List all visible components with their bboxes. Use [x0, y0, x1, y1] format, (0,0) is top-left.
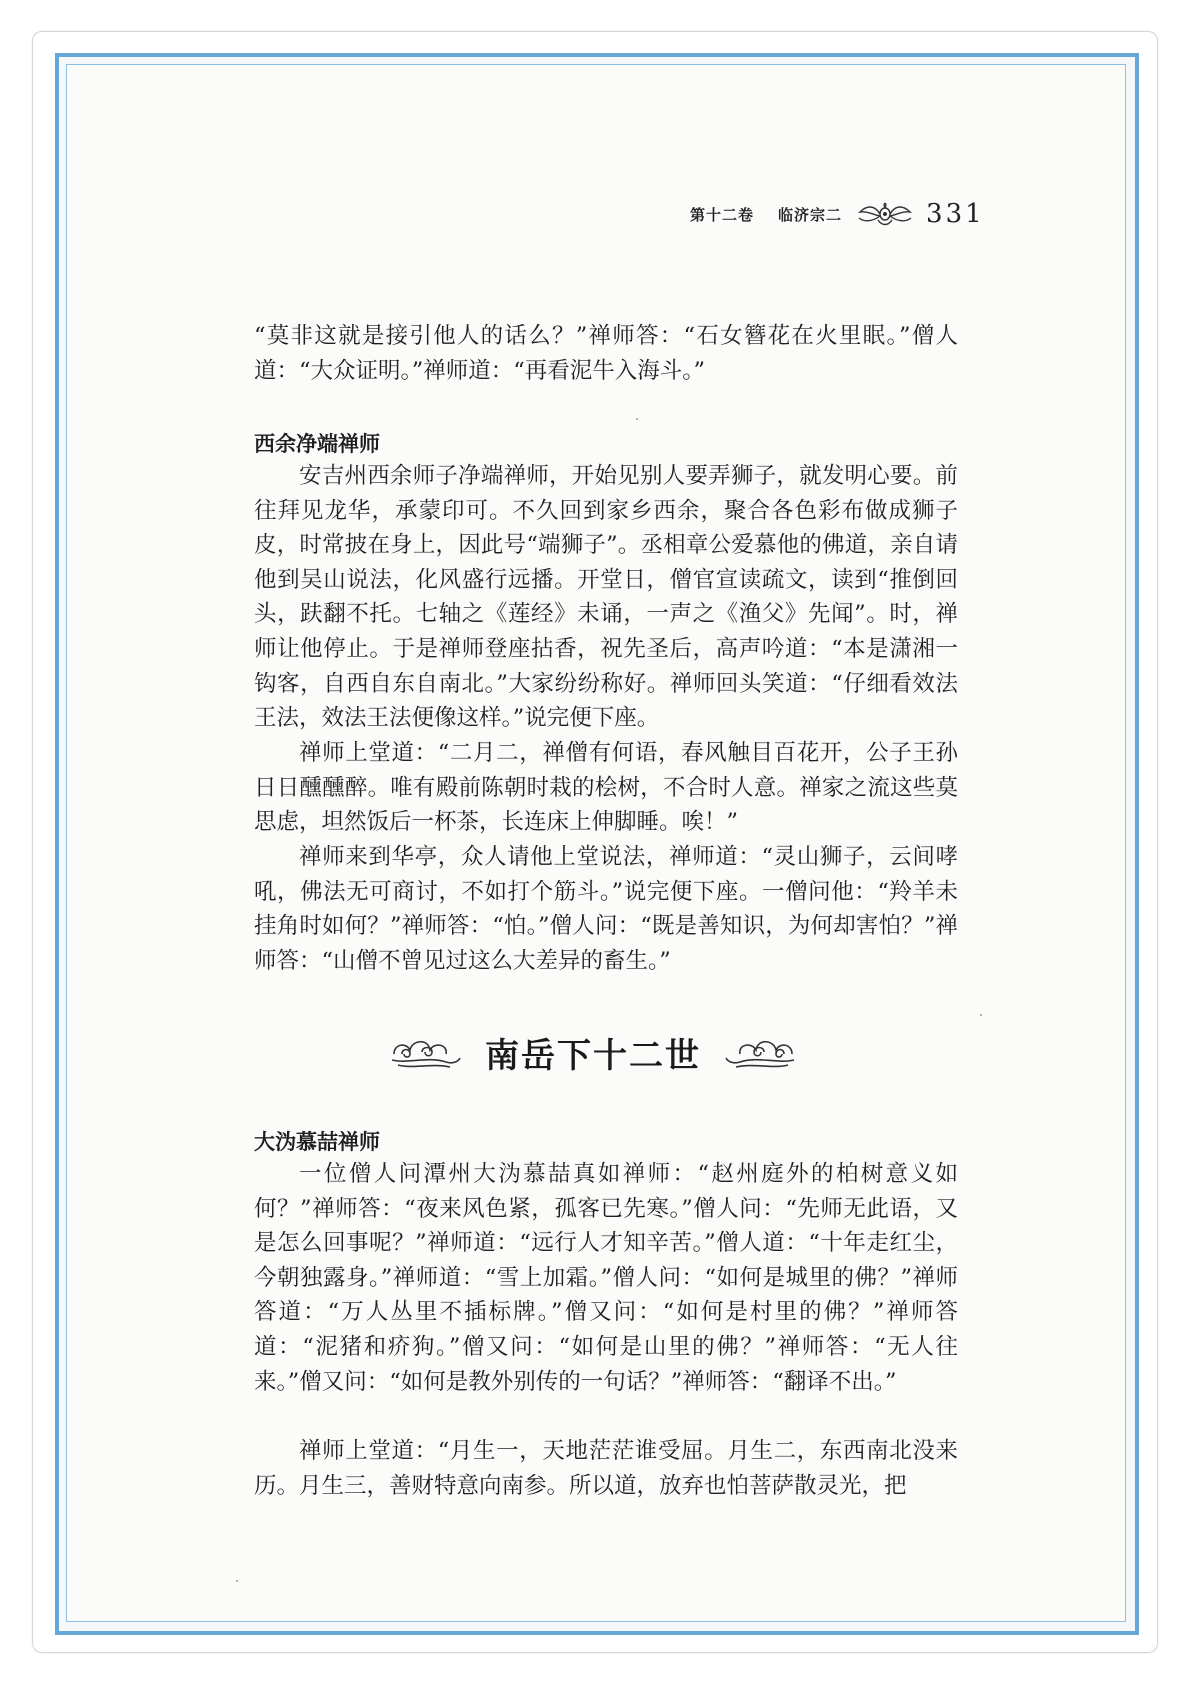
volume-label: 第十二卷 — [690, 205, 755, 224]
running-head — [690, 196, 985, 232]
paragraph-huating: 禅师来到华亭，众人请他上堂说法，禅师道：“灵山狮子，云间哮吼，佛法无可商讨，不如打个筋斗。”说完便下座。一僧问他：“羚羊未挂角时如何？”禅师答：“怕。”僧人问：“既是善知识，为何却害怕？”禅师答：“山僧不曾见过这么大差异的畜生。” — [254, 844, 958, 974]
paragraph-dialogue: 一位僧人问潭州大沩慕喆真如禅师：“赵州庭外的柏树意义如何？”禅师答：“夜来风色紧，孤客已先寒。”僧人问：“先师无此语，又是怎么回事呢？”禅师道：“远行人才知辛苦。”僧人道：“十年走红尘，今朝独露身。”禅师道：“雪上加霜。”僧人问：“如何是城里的佛？”禅师答道：“万人丛里不插标牌。”僧又问：“如何是村里的佛？”禅师答道：“泥猪和疥狗。”僧又问：“如何是山里的佛？”禅师答：“无人往来。”僧又问：“如何是教外别传的一句话？”禅师答：“翻译不出。” — [254, 1161, 958, 1395]
scan-speck — [636, 418, 638, 420]
era-title: 南岳下十二世 — [485, 1035, 701, 1076]
paragraph-biography: 安吉州西余师子净端禅师，开始见别人要弄狮子，就发明心要。前往拜见龙华，承蒙印可。不久回到家乡西余，聚合各色彩布做成狮子皮，时常披在身上，因此号“端狮子”。丞相章公爱慕他的佛道，亲自请他到吴山说法，化风盛行远播。开堂日，僧官宣读疏文，读到“推倒回头，趺翻不托。七轴之《莲经》未诵，一声之《渔父》先闻”。时，禅师让他停止。于是禅师登座拈香，祝先圣后，高声吟道：“本是潇湘一钩客，自西自东自南北。”大家纷纷称好。禅师回头笑道：“仔细看效法王法，效法王法便像这样。”说完便下座。 — [254, 463, 958, 732]
lotus-ornament-icon — [856, 198, 914, 230]
cloud-ornament-left-icon — [388, 1032, 462, 1072]
page-number: 331 — [926, 199, 985, 229]
chapter-label: 临济宗二 — [778, 205, 843, 224]
cloud-ornament-right-icon — [724, 1032, 798, 1072]
scan-speck — [236, 1580, 238, 1582]
paragraph-continued: “莫非这就是接引他人的话么？”禅师答：“石女簪花在火里眠。”僧人道：“大众证明。”禅师道：“再看泥牛入海斗。” — [254, 323, 958, 384]
era-title-block — [388, 1022, 798, 1082]
section-heading-xiyu: 西余净端禅师 — [254, 432, 380, 456]
section-heading-dawei: 大沩慕喆禅师 — [254, 1130, 380, 1154]
paragraph-sermon: 禅师上堂道：“二月二，禅僧有何语，春风触目百花开，公子王孙日日醺醺醉。唯有殿前陈朝时栽的桧树，不合时人意。禅家之流这些莫思虑，坦然饭后一杯茶，长连床上伸脚睡。唉！” — [254, 740, 958, 836]
scan-speck — [980, 1014, 982, 1016]
paragraph-moon-sermon: 禅师上堂道：“月生一，天地茫茫谁受屈。月生二，东西南北没来历。月生三，善财特意向南参。所以道，放弃也怕菩萨散灵光，把 — [254, 1438, 958, 1499]
